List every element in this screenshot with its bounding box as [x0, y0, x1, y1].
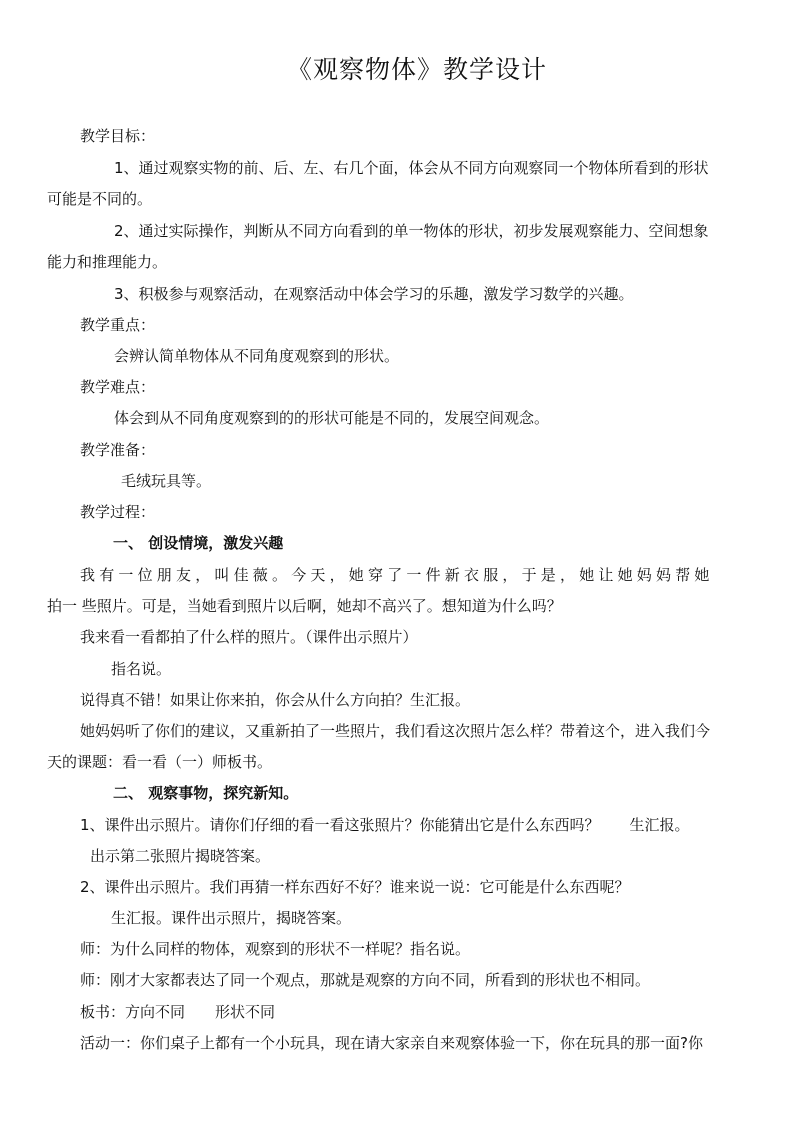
- prep-text: 毛绒玩具等。: [121, 472, 212, 490]
- s1-line-4: 指名说。: [111, 660, 172, 678]
- s2-line-1: 1、课件出示照片。请你们仔细的看一看这张照片？你能猜出它是什么东西吗？ 生汇报。: [80, 816, 690, 834]
- s2-line-4: 生汇报。课件出示照片，揭晓答案。: [111, 909, 352, 927]
- s2-line-2: 出示第二张照片揭晓答案。: [90, 847, 271, 865]
- s1-line-2: 拍一 些照片。可是，当她看到照片以后啊，她却不高兴了。想知道为什么吗？: [47, 597, 562, 615]
- section-2-heading: 二、 观察事物，探究新知。: [113, 784, 299, 802]
- s2-line-3: 2、课件出示照片。我们再猜一样东西好不好？谁来说一说：它可能是什么东西呢？: [80, 878, 630, 896]
- s1-line-5: 说得真不错！如果让你来拍，你会从什么方向拍？生汇报。: [80, 691, 471, 709]
- goal-2-line-2: 能力和推理能力。: [47, 253, 168, 271]
- goal-1-line-2: 可能是不同的。: [47, 190, 153, 208]
- s2-line-5: 师：为什么同样的物体，观察到的形状不一样呢？指名说。: [80, 940, 471, 958]
- difficulty-text: 体会到从不同角度观察到的的形状可能是不同的，发展空间观念。: [114, 409, 550, 427]
- s2-line-6: 师：刚才大家都表达了同一个观点，那就是观察的方向不同，所看到的形状也不相同。: [80, 971, 651, 989]
- page-title: 《观察物体》教学设计: [286, 55, 547, 84]
- s2-line-8: 活动一：你们桌子上都有一个小玩具，现在请大家亲自来观察体验一下，你在玩具的那一面?你: [80, 1034, 703, 1052]
- s1-line-1: 我有一位朋友，叫佳薇。今天，她穿了一件新衣服，于是，她让她妈妈帮她: [80, 566, 714, 584]
- key-text: 会辨认简单物体从不同角度观察到的形状。: [114, 347, 400, 365]
- s2-line-7: 板书：方向不同 形状不同: [80, 1003, 276, 1021]
- goal-2-line-1: 2、通过实际操作，判断从不同方向看到的单一物体的形状，初步发展观察能力、空间想象: [114, 222, 709, 240]
- goal-3: 3、积极参与观察活动，在观察活动中体会学习的乐趣，激发学习数学的兴趣。: [114, 285, 634, 303]
- s1-line-3: 我来看一看都拍了什么样的照片。（课件出示照片）: [80, 628, 418, 646]
- difficulty-heading: 教学难点：: [80, 378, 156, 396]
- s1-line-6: 她妈妈听了你们的建议，又重新拍了一些照片，我们看这次照片怎么样？带着这个，进入我们今: [80, 722, 711, 740]
- prep-heading: 教学准备：: [80, 441, 156, 459]
- key-heading: 教学重点：: [80, 316, 156, 334]
- process-heading: 教学过程：: [80, 503, 156, 521]
- section-1-heading: 一、 创设情境，激发兴趣: [113, 534, 284, 552]
- s1-line-7: 天的课题：看一看（一）师板书。: [47, 753, 273, 771]
- goal-1-line-1: 1、通过观察实物的前、后、左、右几个面，体会从不同方向观察同一个物体所看到的形状: [114, 159, 709, 177]
- goals-heading: 教学目标：: [80, 127, 156, 145]
